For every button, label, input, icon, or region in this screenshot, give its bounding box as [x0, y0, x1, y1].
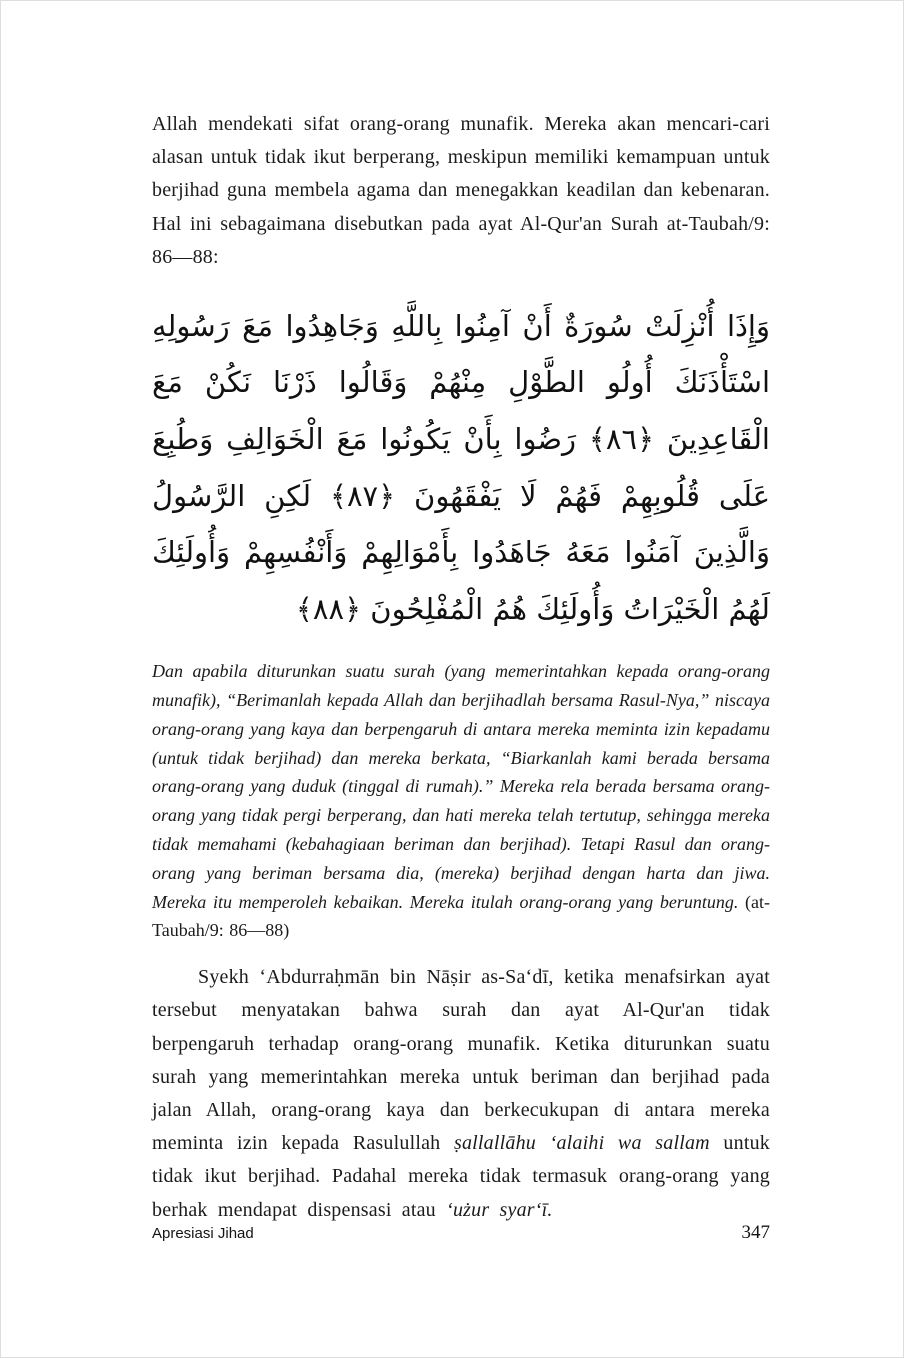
intro-paragraph: Allah mendekati sifat orang-orang munafik. Mereka akan mencari-cari alasan untuk tidak ikut berperang, meskipun memiliki kemampuan untuk berjihad guna membela agama dan menegakkan keadilan dan kebenaran. Hal ini sebagaimana disebutkan pada ayat Al-Qur'an Surah at-Taubah/9: 86—88:: [152, 113, 770, 268]
page-footer: [152, 1222, 770, 1244]
tafsir-paragraph: Syekh ‘Abdurraḥmān bin Nāṣir as-Sa‘dī, ketika menafsirkan ayat tersebut menyatakan bahwa surah dan ayat Al-Qur'an tidak berpengaruh terhadap orang-orang munafik. Ketika diturunkan suatu surah yang memerintahkan mereka untuk beriman dan berjihad pada jalan Allah, orang-orang kaya dan berkecukupan di antara mereka meminta izin kepada Rasulullah ṣallallāhu ‘alaihi wa sallam untuk tidak ikut berjihad. Padahal mereka tidak termasuk orang-orang yang berhak mendapat dispensasi atau ‘użur syar‘ī.: [152, 966, 770, 1221]
running-title: Apresiasi Jihad: [152, 1225, 254, 1242]
page-content: [152, 108, 770, 1227]
quran-translation: Dan apabila diturunkan suatu surah (yang memerintahkan kepada orang-orang munafik), “Berimanlah kepada Allah dan berjihadlah bersama Rasul-Nya,” niscaya orang-orang yang kaya dan berpengaruh di antara mereka meminta izin kepadamu (untuk tidak berjihad) dan mereka berkata, “Biarkanlah kami berada bersama orang-orang yang duduk (tinggal di rumah).” Mereka rela berada bersama orang-orang yang tidak pergi berperang, dan hati mereka telah tertutup, sehingga mereka tidak memahami (kebahagiaan beriman dan berjihad). Tetapi Rasul dan orang-orang yang beriman bersama dia, (mereka) berjihad dengan harta dan jiwa. Mereka itu memperoleh kebaikan. Mereka itulah orang-orang yang beruntung. (at-Taubah/9: 86—88): [152, 661, 770, 941]
page-number: 347: [741, 1222, 770, 1243]
quran-verse-arabic: وَإِذَا أُنْزِلَتْ سُورَةٌ أَنْ آمِنُوا بِاللَّهِ وَجَاهِدُوا مَعَ رَسُولِهِ اسْتَأْذَنَكَ أُولُو الطَّوْلِ مِنْهُمْ وَقَالُوا ذَرْنَا نَكُنْ مَعَ الْقَاعِدِينَ ﴿٨٦﴾ رَضُوا بِأَنْ يَكُونُوا مَعَ الْخَوَالِفِ وَطُبِعَ عَلَى قُلُوبِهِمْ فَهُمْ لَا يَفْقَهُونَ ﴿٨٧﴾ لَكِنِ الرَّسُولُ وَالَّذِينَ آمَنُوا مَعَهُ جَاهَدُوا بِأَمْوَالِهِمْ وَأَنْفُسِهِمْ وَأُولَئِكَ لَهُمُ الْخَيْرَاتُ وَأُولَئِكَ هُمُ الْمُفْلِحُونَ ﴿٨٨﴾: [152, 308, 770, 626]
